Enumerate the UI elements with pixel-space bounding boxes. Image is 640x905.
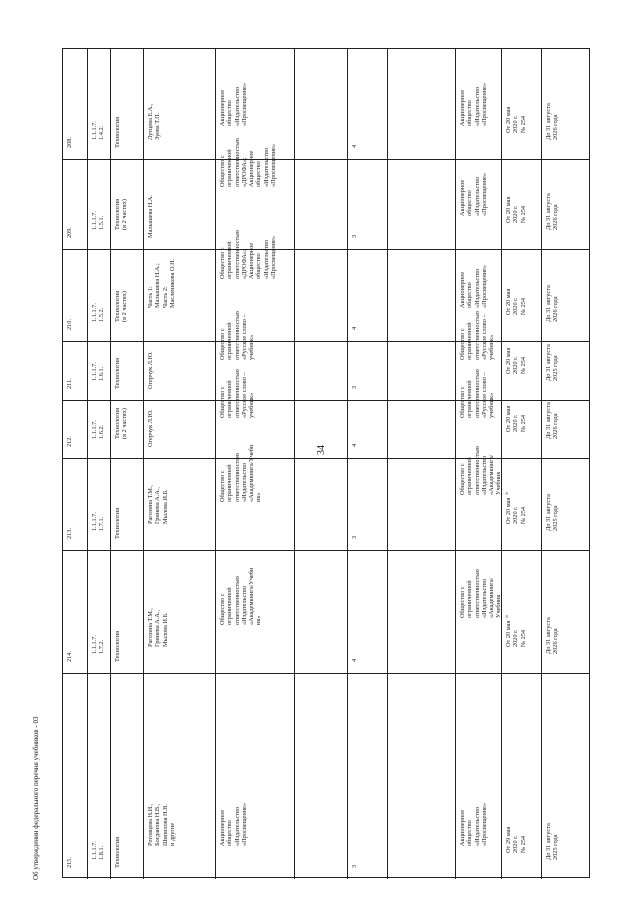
item-code-text: 1.1.1.7. 1.5.1. [91,211,106,231]
book-title [111,673,144,879]
grade-cell [348,341,388,400]
item-code-text: 1.1.1.7. 1.5.2. [91,303,106,323]
item-code [88,159,111,249]
item-code-text: 1.1.1.7. 1.8.1. [91,841,106,861]
book-title-text: Технология [114,357,121,389]
item-code [88,458,111,550]
row-number-text: 210. [66,318,73,330]
publisher-cell-2-text: Общество с ограниченной ответственностью «Издательство «Академкнига/Учебник » [459,446,510,495]
publisher-cell-2 [456,49,502,159]
book-title-text: Технология [114,507,121,539]
grade-cell [348,550,388,673]
book-title-text: Технология (в 2 частях) [114,199,129,231]
authors [144,159,216,249]
valid-until-cell [542,341,589,400]
valid-until-cell-text: До 31 августа 2025 года [545,494,560,532]
publisher-cell-text: Общество с ограниченной ответственностью «Издательство «Академкнига/Учебн ик» [219,444,263,503]
order-cell [502,458,542,550]
row-number-text: 208. [66,136,73,148]
item-code [88,341,111,400]
valid-until-cell [542,249,589,341]
valid-until-cell-text: До 31 августа 2026 года [545,617,560,655]
publisher-cell-2 [456,159,502,249]
empty-cell [388,550,456,673]
authors [144,400,216,458]
empty-cell [388,400,456,458]
empty-cell [295,400,348,458]
item-code [88,550,111,673]
row-number [63,49,88,159]
page-number: 34 [316,445,327,455]
authors-text: Огерчук Л.Ю. [147,351,154,389]
book-title-text: Технология [114,836,121,868]
row-number [63,458,88,550]
book-title [111,49,144,159]
grade-cell [348,673,388,879]
book-title [111,159,144,249]
row-number [63,673,88,879]
item-code-text: 1.1.1.7. 1.6.2. [91,420,106,440]
valid-until-cell [542,550,589,673]
grade-cell [348,458,388,550]
grade-cell-text: 4 [351,658,358,662]
row-number [63,550,88,673]
empty-cell [295,673,348,879]
empty-cell [295,341,348,400]
order-cell [502,341,542,400]
publisher-cell-text: Акционерное общество «Издательство «Просвещение» [219,802,248,846]
valid-until-cell [542,159,589,249]
book-title [111,341,144,400]
row-number-text: 211. [66,377,73,389]
authors [144,341,216,400]
order-cell [502,159,542,249]
publisher-cell-2-text: Акционерное общество «Издательство «Просвещение» [459,264,488,308]
book-title [111,458,144,550]
grade-cell-text: 3 [351,535,358,539]
order-cell-text: От 20 мая 2020 г. № 254 [505,620,527,648]
publisher-cell-2-text: Общество с ограниченной ответственностью «Русское слово – учебник» [459,310,496,360]
valid-until-cell [542,49,589,159]
empty-cell [388,673,456,879]
grade-cell-text: 4 [351,443,358,447]
book-title-text: Технология [114,630,121,662]
item-code-text: 1.1.1.7. 1.7.1. [91,512,106,532]
row-number [63,159,88,249]
grade-cell-text: 3 [351,864,358,868]
valid-until-cell [542,400,589,458]
order-cell-text: От 20 мая 2020 г. № 254 [505,196,527,224]
empty-cell [388,458,456,550]
grade-cell-text: 4 [351,144,358,148]
order-cell [502,249,542,341]
authors [144,673,216,879]
valid-until-cell-text: До 31 августа 2026 года [545,402,560,440]
publisher-cell-2-text: Акционерное общество «Издательство «Просвещение» [459,172,488,216]
valid-until-cell-text: До 31 августа 2025 года [545,344,560,382]
valid-until-cell-text: До 31 августа 2025 года [545,823,560,861]
empty-cell [388,49,456,159]
valid-until-cell-text: До 31 августа 2026 года [545,285,560,323]
publisher-cell-2-text: Общество с ограниченной ответственностью «Русское слово – учебник» [459,368,496,418]
book-title [111,400,144,458]
row-number-text: 209. [66,226,73,238]
empty-cell [295,249,348,341]
empty-cell [388,341,456,400]
valid-until-cell-text: До 31 августа 2026 года [545,193,560,231]
empty-cell [295,49,348,159]
order-cell-text: От 20 мая 2020 г. № 254 [505,497,527,525]
publisher-cell-2-text: Акционерное общество «Издательство «Просвещение» [459,802,488,846]
empty-cell [295,159,348,249]
book-title-text: Технология [114,116,121,148]
valid-until-cell [542,673,589,879]
row-number [63,341,88,400]
table-row [63,550,589,674]
order-cell [502,673,542,879]
order-cell-text: От 20 мая 2020 г. № 254 [505,405,527,433]
book-title-text: Технология (в 2 частях) [114,291,129,323]
grade-cell-text: 4 [351,326,358,330]
authors [144,49,216,159]
book-title [111,249,144,341]
grade-cell-text: 3 [351,385,358,389]
empty-cell [388,159,456,249]
item-code [88,400,111,458]
item-code-text: 1.1.1.7. 1.7.2. [91,635,106,655]
authors-text: Лутцева Е.А., Зуева Т.П. [147,103,162,141]
item-code-text: 1.1.1.7. 1.6.1. [91,362,106,382]
valid-until-cell-text: До 31 августа 2026 года [545,103,560,141]
publisher-cell-2-text: Акционерное общество «Издательство «Просвещение» [459,82,488,126]
item-code-text: 1.1.1.7. 1.4.2. [91,121,106,141]
book-title [111,550,144,673]
order-cell [502,49,542,159]
authors-text: Роговцева Н.И., Богданова Н.В., Шипилова Н.В. и другие [147,803,176,846]
row-number-text: 215. [66,856,73,868]
authors [144,249,216,341]
order-cell [502,550,542,673]
order-cell-text: От 20 мая 2020 г. № 254 [505,288,527,316]
authors-text: Часть 1: Малышева Н.А.; Часть 2: Масленикова О.Н. [147,258,176,308]
authors [144,550,216,673]
grade-cell [348,49,388,159]
table-row [63,673,589,879]
publisher-cell-text: Общество с ограниченной ответственностью «Русское слово – учебник» [219,368,256,418]
grade-cell-text: 3 [351,234,358,238]
publisher-cell-2 [456,673,502,879]
publisher-cell [216,550,295,673]
empty-cell [295,458,348,550]
item-code [88,673,111,879]
grade-cell [348,159,388,249]
order-cell-text: От 20 мая 2020 г. № 254 [505,347,527,375]
publisher-cell-text: Общество с ограниченной ответственностью «ДРОФА»; Акционерное общество «Издательство «Просвещение» [219,137,278,187]
textbook-table [62,48,590,878]
order-cell-text: От 29 мая 2020 г. № 254 [505,826,527,854]
publisher-cell [216,444,295,550]
grade-cell [348,249,388,341]
empty-cell [388,249,456,341]
authors-text: Огерчук Л.Ю. [147,409,154,447]
publisher-cell-text: Общество с ограниченной ответственностью «ДРОФА»; Акционерное общество «Издательство «Просвещение» [219,229,278,279]
book-title-text: Технология (в 2 частях) [114,408,129,440]
authors [144,458,216,550]
page-footer: Об утверждении федерального перечня учебников - 03 [32,716,40,880]
publisher-cell [216,673,295,879]
row-number [63,249,88,341]
valid-until-cell [542,458,589,550]
authors-text: Рагозина Т.М., Гринева А.А., Мылова И.Б. [147,485,169,525]
publisher-cell-text: Акционерное общество «Издательство «Просвещение» [219,82,248,126]
publisher-cell-2 [456,550,510,673]
item-code [88,49,111,159]
grade-cell [348,400,388,458]
row-number-text: 212. [66,435,73,447]
authors-text: Малышева Н.А. [147,194,154,238]
row-number [63,400,88,458]
table-row [63,49,589,160]
row-number-text: 213. [66,527,73,539]
item-code [88,249,111,341]
empty-cell [295,550,348,673]
order-cell-text: От 20 мая 2020 г. № 254 [505,106,527,134]
publisher-cell-2 [456,446,510,550]
publisher-cell-2-text: Общество с ограниченной ответственностью «Издательство «Академкнига/Учебник » [459,569,510,618]
publisher-cell-text: Общество с ограниченной ответственностью «Русское слово – учебник» [219,310,256,360]
publisher-cell-text: Общество с ограниченной ответственностью «Издательство «Академкнига/Учебн ик» [219,567,263,626]
row-number-text: 214. [66,650,73,662]
authors-text: Рагозина Т.М., Гринева А.А., Мылова И.Б. [147,608,169,648]
